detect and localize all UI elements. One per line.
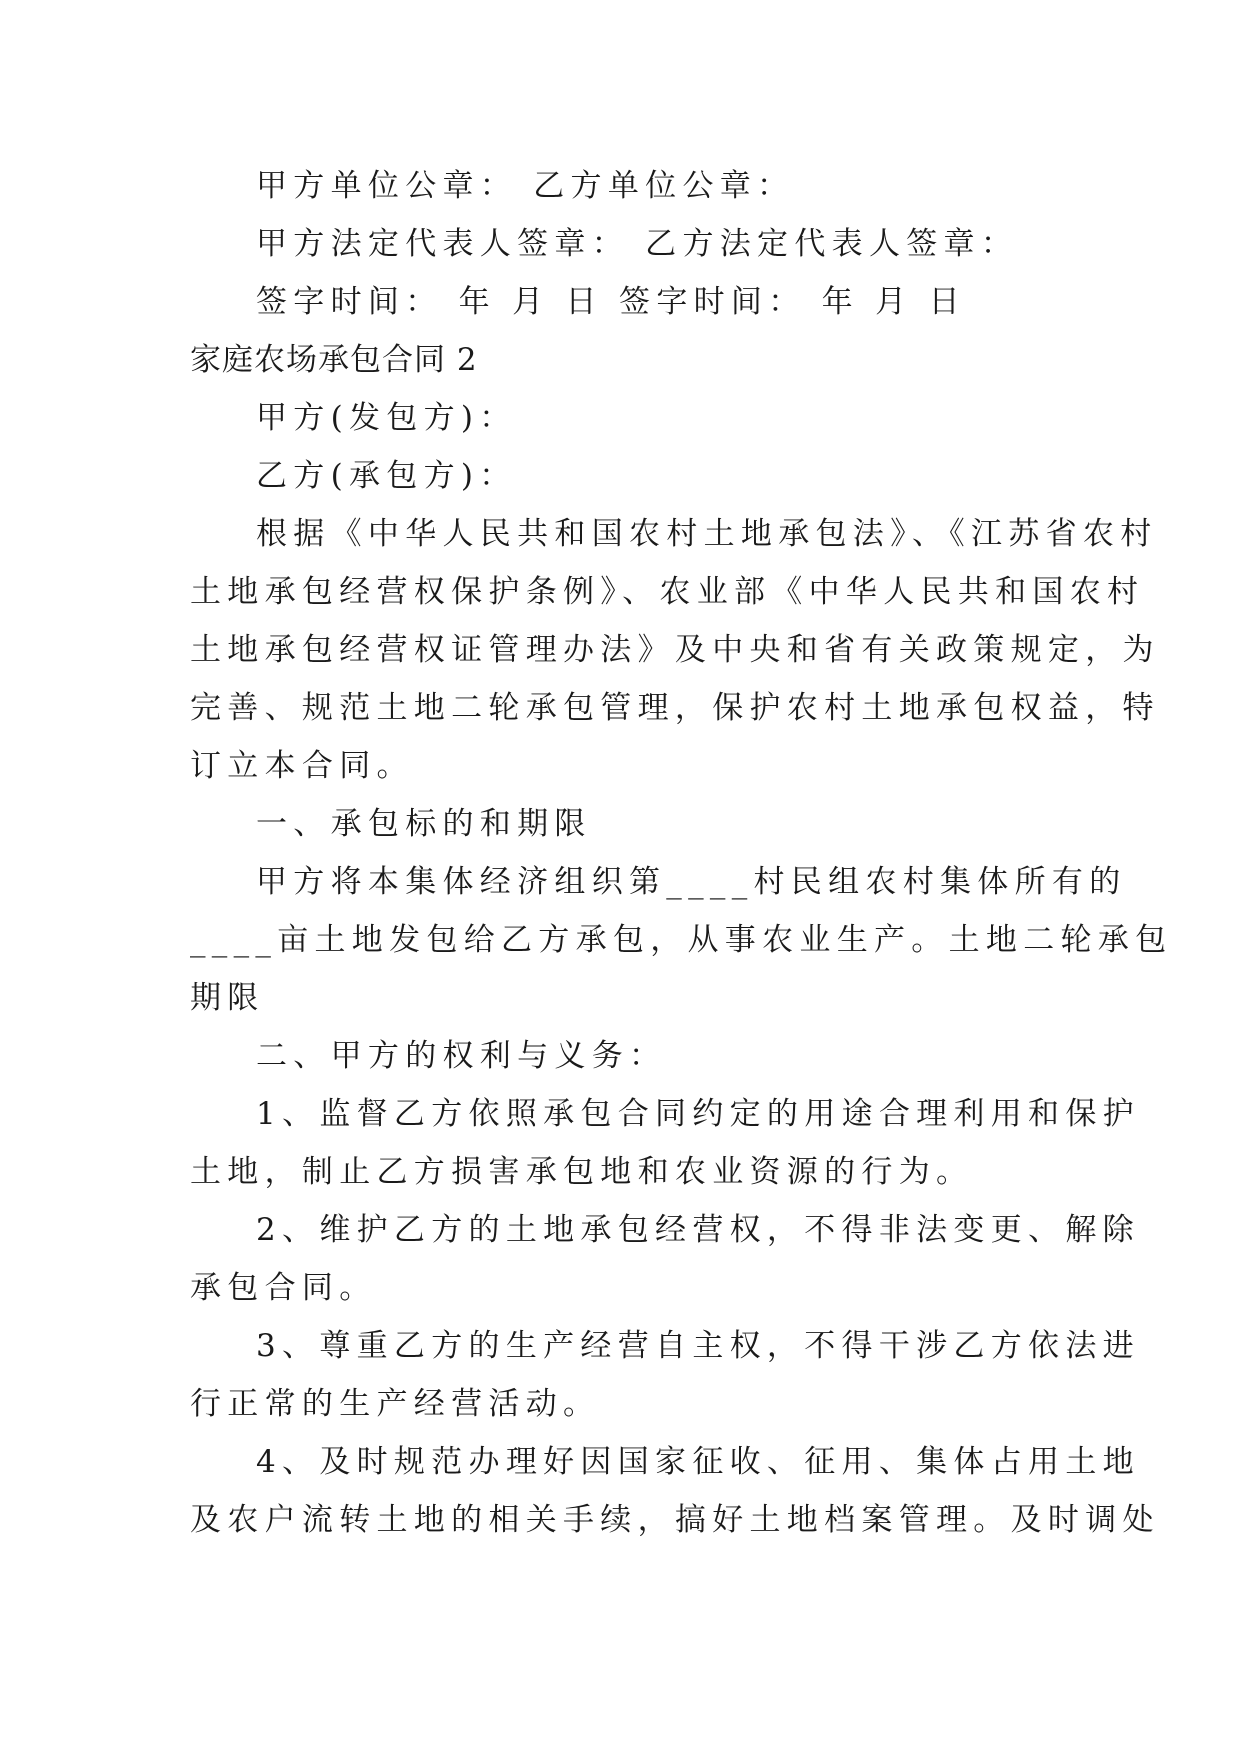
- clause-4-line-2: 及农户流转土地的相关手续，搞好土地档案管理。及时调处: [190, 1502, 1160, 1538]
- preamble-line-5: 订立本合同。: [190, 748, 414, 784]
- section-2-heading: 二、甲方的权利与义务：: [256, 1038, 667, 1074]
- seal-line: 甲方单位公章： 乙方单位公章：: [256, 168, 795, 204]
- signature-line: 甲方法定代表人签章： 乙方法定代表人签章：: [256, 226, 1019, 262]
- contract-title: 家庭农场承包合同 2: [190, 342, 478, 378]
- clause-3-line-1: 3、尊重乙方的生产经营自主权，不得干涉乙方依法进: [256, 1328, 1140, 1364]
- clause-2-line-1: 2、维护乙方的土地承包经营权，不得非法变更、解除: [256, 1212, 1140, 1248]
- section-1-line-3: 期限: [190, 980, 265, 1016]
- clause-3-line-2: 行正常的生产经营活动。: [190, 1386, 601, 1422]
- sign-date-line: 签字时间： 年 月 日 签字时间： 年 月 日: [256, 284, 966, 320]
- preamble-line-2: 土地承包经营权保护条例》、农业部《中华人民共和国农村: [190, 574, 1145, 610]
- preamble-line-3: 土地承包经营权证管理办法》及中央和省有关政策规定，为: [190, 632, 1160, 668]
- party-a-line: 甲方(发包方)：: [256, 400, 517, 436]
- section-1-line-2: ____亩土地发包给乙方承包，从事农业生产。土地二轮承包: [190, 922, 1173, 958]
- clause-1-line-2: 土地，制止乙方损害承包地和农业资源的行为。: [190, 1154, 974, 1190]
- preamble-line-4: 完善、规范土地二轮承包管理，保护农村土地承包权益，特: [190, 690, 1160, 726]
- section-1-line-1: 甲方将本集体经济组织第____村民组农村集体所有的: [256, 864, 1127, 900]
- clause-2-line-2: 承包合同。: [190, 1270, 377, 1306]
- clause-4-line-1: 4、及时规范办理好因国家征收、征用、集体占用土地: [256, 1444, 1140, 1480]
- section-1-heading: 一、承包标的和期限: [256, 806, 592, 842]
- party-b-line: 乙方(承包方)：: [256, 458, 517, 494]
- clause-1-line-1: 1、监督乙方依照承包合同约定的用途合理利用和保护: [256, 1096, 1140, 1132]
- preamble-line-1: 根据《中华人民共和国农村土地承包法》、《江苏省农村: [256, 516, 1158, 552]
